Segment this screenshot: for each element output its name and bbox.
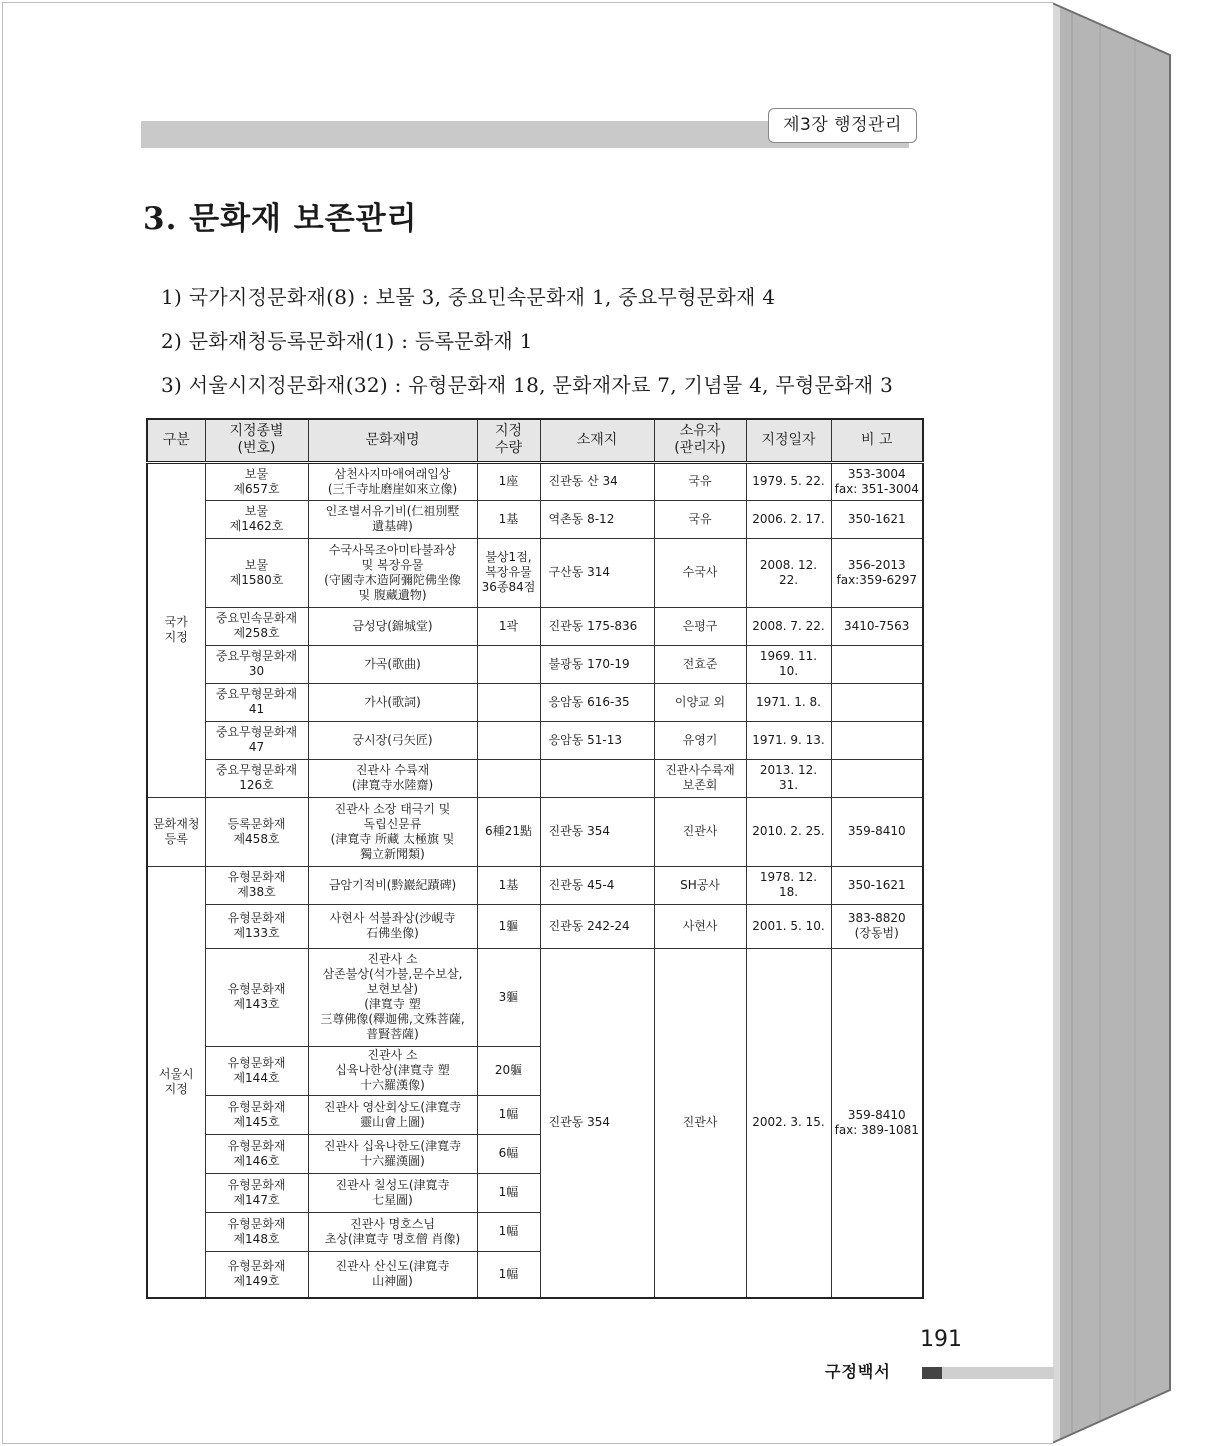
- footer-accent-block: [922, 1367, 942, 1379]
- cell-name: 진관사 명호스님 초상(津寬寺 명호僧 肖像): [308, 1212, 477, 1251]
- cell-name: 진관사 산신도(津寬寺 山神圖): [308, 1251, 477, 1298]
- cell-owner-merged: 진관사: [654, 948, 746, 1298]
- header-quantity: 지정 수량: [477, 419, 540, 462]
- cell-designation: 중요민속문화재 제258호: [205, 607, 308, 645]
- cell-location: 진관동 175-836: [540, 607, 654, 645]
- cell-designation: 중요무형문화재 41: [205, 683, 308, 721]
- cell-owner: 진관사: [654, 797, 746, 866]
- cell-location: 불광동 170-19: [540, 645, 654, 683]
- cell-quantity: 1곽: [477, 607, 540, 645]
- cell-designation: 유형문화재 제149호: [205, 1251, 308, 1298]
- table-row: [147, 683, 923, 721]
- cell-designation: 유형문화재 제148호: [205, 1212, 308, 1251]
- cell-name: 궁시장(弓矢匠): [308, 721, 477, 759]
- header-owner: 소유자 (관리자): [654, 419, 746, 462]
- cell-name: 가곡(歌曲): [308, 645, 477, 683]
- cell-quantity: 1幅: [477, 1251, 540, 1298]
- cell-owner: SH공사: [654, 866, 746, 904]
- header-designation: 지정종별 (번호): [205, 419, 308, 462]
- table-row: [147, 866, 923, 904]
- cell-location: [540, 759, 654, 797]
- cell-date: 2013. 12. 31.: [746, 759, 831, 797]
- cell-quantity: 불상1점, 복장유물 36종84점: [477, 538, 540, 607]
- table-row: [147, 797, 923, 866]
- cell-designation: 유형문화재 제147호: [205, 1173, 308, 1212]
- cell-name: 금암기적비(黔巖紀蹟碑): [308, 866, 477, 904]
- cell-name: 진관사 소 십육나한상(津寬寺 塑 十六羅漢像): [308, 1046, 477, 1095]
- cell-designation: 보물 제1580호: [205, 538, 308, 607]
- cell-quantity: [477, 721, 540, 759]
- cell-date: 1969. 11. 10.: [746, 645, 831, 683]
- table-header-row: [147, 419, 923, 462]
- cell-location: 진관동 354: [540, 797, 654, 866]
- cell-name: 진관사 칠성도(津寬寺 七星圖): [308, 1173, 477, 1212]
- cell-quantity: 1軀: [477, 904, 540, 948]
- footer-bar: [942, 1367, 1054, 1379]
- cell-date: 2008. 12. 22.: [746, 538, 831, 607]
- cell-name: 진관사 소 삼존불상(석가불,문수보살, 보현보살) (津寬寺 塑 三尊佛像(釋迦佛,文殊菩薩, 普賢菩薩): [308, 948, 477, 1046]
- cell-remarks: 353-3004 fax: 351-3004: [831, 462, 923, 500]
- cell-name: 진관사 소장 태극기 및 독립신문류 (津寬寺 所藏 太極旗 및 獨立新聞類): [308, 797, 477, 866]
- group-registered: 문화재청 등록: [147, 797, 205, 866]
- cell-designation: 중요무형문화재 47: [205, 721, 308, 759]
- cell-quantity: 1幅: [477, 1173, 540, 1212]
- cell-remarks: [831, 759, 923, 797]
- cell-quantity: 1幅: [477, 1095, 540, 1134]
- table-row: [147, 904, 923, 948]
- cell-quantity: 20軀: [477, 1046, 540, 1095]
- cell-owner: 국유: [654, 500, 746, 538]
- cell-date: 2008. 7. 22.: [746, 607, 831, 645]
- cell-owner: 은평구: [654, 607, 746, 645]
- table-row: [147, 462, 923, 500]
- cell-owner: 국유: [654, 462, 746, 500]
- cell-name: 수국사목조아미타불좌상 및 복장유물 (守國寺木造阿彌陀佛坐像 및 腹藏遺物): [308, 538, 477, 607]
- cell-remarks: 3410-7563: [831, 607, 923, 645]
- cell-owner: 사현사: [654, 904, 746, 948]
- header-remarks: 비 고: [831, 419, 923, 462]
- header-location: 소재지: [540, 419, 654, 462]
- table-row: [147, 759, 923, 797]
- cell-name: 삼천사지마애여래입상 (三千寺址磨崖如來立像): [308, 462, 477, 500]
- cell-quantity: 1座: [477, 462, 540, 500]
- cell-quantity: [477, 759, 540, 797]
- heritage-table: [146, 418, 924, 1299]
- cell-remarks: 383-8820 (장동범): [831, 904, 923, 948]
- cell-remarks: 356-2013 fax:359-6297: [831, 538, 923, 607]
- cell-date: 1971. 9. 13.: [746, 721, 831, 759]
- cell-remarks: [831, 721, 923, 759]
- cell-name: 진관사 영산회상도(津寬寺 靈山會上圖): [308, 1095, 477, 1134]
- cell-owner: 진관사수륙재 보존회: [654, 759, 746, 797]
- table-row: [147, 500, 923, 538]
- cell-name: 진관사 십육나한도(津寬寺 十六羅漢圖): [308, 1134, 477, 1173]
- cell-designation: 유형문화재 제143호: [205, 948, 308, 1046]
- cell-designation: 유형문화재 제145호: [205, 1095, 308, 1134]
- cell-date: 2001. 5. 10.: [746, 904, 831, 948]
- cell-date: 1971. 1. 8.: [746, 683, 831, 721]
- table-row: [147, 948, 923, 1046]
- page-number: 191: [920, 1327, 962, 1352]
- header-category: 구분: [147, 419, 205, 462]
- cell-owner: 이양교 외: [654, 683, 746, 721]
- cell-designation: 유형문화재 제144호: [205, 1046, 308, 1095]
- summary-item-registered: 2) 문화재청등록문화재(1) : 등록문화재 1: [161, 329, 533, 353]
- cell-location: 구산동 314: [540, 538, 654, 607]
- document-page: [2, 2, 1053, 1444]
- summary-item-seoul: 3) 서울시지정문화재(32) : 유형문화재 18, 문화재자료 7, 기념물 4, 무형문화재 3: [161, 373, 894, 397]
- cell-designation: 보물 제657호: [205, 462, 308, 500]
- cell-date: 1979. 5. 22.: [746, 462, 831, 500]
- cell-name: 가사(歌詞): [308, 683, 477, 721]
- cell-location: 진관동 242-24: [540, 904, 654, 948]
- cell-location: 역촌동 8-12: [540, 500, 654, 538]
- cell-location: 응암동 616-35: [540, 683, 654, 721]
- header-date: 지정일자: [746, 419, 831, 462]
- summary-item-national: 1) 국가지정문화재(8) : 보물 3, 중요민속문화재 1, 중요무형문화재 4: [161, 285, 776, 309]
- table-row: [147, 721, 923, 759]
- chapter-tab: 제3장 행정관리: [768, 108, 917, 143]
- cell-name: 진관사 수륙재 (津寬寺水陸齋): [308, 759, 477, 797]
- cell-quantity: [477, 645, 540, 683]
- cell-designation: 등록문화재 제458호: [205, 797, 308, 866]
- cell-owner: 전효준: [654, 645, 746, 683]
- table-row: [147, 607, 923, 645]
- group-national: 국가 지정: [147, 462, 205, 797]
- table-row: [147, 645, 923, 683]
- cell-date: 1978. 12. 18.: [746, 866, 831, 904]
- cell-designation: 유형문화재 제38호: [205, 866, 308, 904]
- cell-remarks: 350-1621: [831, 866, 923, 904]
- section-title: 3. 문화재 보존관리: [143, 201, 418, 237]
- cell-quantity: 6種21點: [477, 797, 540, 866]
- cell-name: 인조별서유기비(仁祖別墅 遺基碑): [308, 500, 477, 538]
- cell-quantity: 1基: [477, 500, 540, 538]
- cell-location-merged: 진관동 354: [540, 948, 654, 1298]
- cell-remarks: [831, 645, 923, 683]
- cell-designation: 유형문화재 제146호: [205, 1134, 308, 1173]
- table-row: [147, 538, 923, 607]
- group-seoul: 서울시 지정: [147, 866, 205, 1298]
- cell-location: 진관동 45-4: [540, 866, 654, 904]
- cell-name: 사현사 석불좌상(沙峴寺 石佛坐像): [308, 904, 477, 948]
- cell-quantity: 1基: [477, 866, 540, 904]
- cell-designation: 유형문화재 제133호: [205, 904, 308, 948]
- cell-quantity: 6幅: [477, 1134, 540, 1173]
- cell-date: 2010. 2. 25.: [746, 797, 831, 866]
- cell-date-merged: 2002. 3. 15.: [746, 948, 831, 1298]
- cell-date: 2006. 2. 17.: [746, 500, 831, 538]
- cell-remarks: 350-1621: [831, 500, 923, 538]
- book-title: 구정백서: [825, 1362, 891, 1381]
- cell-location: 응암동 51-13: [540, 721, 654, 759]
- cell-designation: 중요무형문화재 30: [205, 645, 308, 683]
- header-name: 문화재명: [308, 419, 477, 462]
- cell-designation: 중요무형문화재 126호: [205, 759, 308, 797]
- cell-remarks: 359-8410: [831, 797, 923, 866]
- cell-name: 금성당(錦城堂): [308, 607, 477, 645]
- cell-owner: 유영기: [654, 721, 746, 759]
- cell-quantity: 3軀: [477, 948, 540, 1046]
- cell-location: 진관동 산 34: [540, 462, 654, 500]
- cell-quantity: 1幅: [477, 1212, 540, 1251]
- cell-remarks-merged: 359-8410 fax: 389-1081: [831, 948, 923, 1298]
- cell-quantity: [477, 683, 540, 721]
- cell-remarks: [831, 683, 923, 721]
- cell-designation: 보물 제1462호: [205, 500, 308, 538]
- cell-owner: 수국사: [654, 538, 746, 607]
